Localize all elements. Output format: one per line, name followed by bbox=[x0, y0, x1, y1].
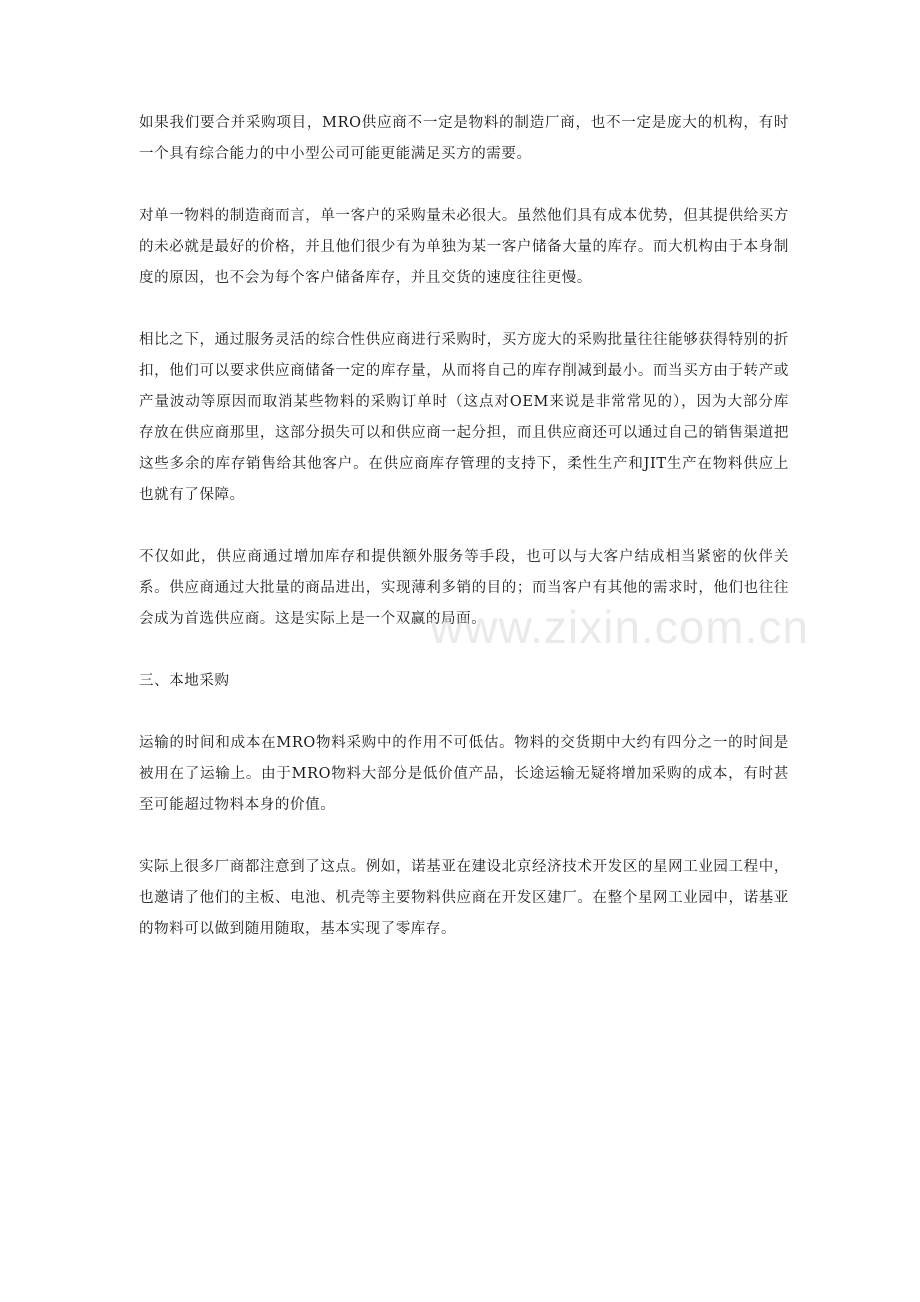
paragraph-merge-procurement: 如果我们要合并采购项目，MRO供应商不一定是物料的制造厂商，也不一定是庞大的机构，有时一个具有综合能力的中小型公司可能更能满足买方的需要。 bbox=[139, 115, 789, 162]
paragraph-nokia-example: 实际上很多厂商都注意到了这点。例如，诺基亚在建设北京经济技术开发区的星网工业园工程中，也邀请了他们的主板、电池、机壳等主要物料供应商在开发区建厂。在整个星网工业园中，诺基亚的物料可以做到随用随取，基本实现了零库存。 bbox=[139, 859, 789, 937]
paragraph-comprehensive-supplier: 相比之下，通过服务灵活的综合性供应商进行采购时，买方庞大的采购批量往往能够获得特别的折扣，他们可以要求供应商储备一定的库存量，从而将自己的库存削减到最小。而当买方由于转产或产量波动等原因而取消某些物料的采购订单时（这点对OEM来说是非常常见的），因为大部分库存放在供应商那里，这部分损失可以和供应商一起分担，而且供应商还可以通过自己的销售渠道把这些多余的库存销售给其他客户。在供应商库存管理的支持下，柔性生产和JIT生产在物料供应上也就有了保障。 bbox=[139, 332, 789, 503]
paragraph-partnership: 不仅如此，供应商通过增加库存和提供额外服务等手段，也可以与大客户结成相当紧密的伙伴关系。供应商通过大批量的商品进出，实现薄利多销的目的；而当客户有其他的需求时，他们也往往会成为首选供应商。这是实际上是一个双赢的局面。 bbox=[139, 549, 789, 627]
paragraph-single-manufacturer: 对单一物料的制造商而言，单一客户的采购量未必很大。虽然他们具有成本优势，但其提供给买方的未必就是最好的价格，并且他们很少有为单独为某一客户储备大量的库存。而大机构由于本身制度的原因，也不会为每个客户储备库存，并且交货的速度往往更慢。 bbox=[139, 208, 789, 286]
document-body bbox=[139, 108, 789, 976]
watermark: www.zixin.com.cn bbox=[430, 601, 809, 653]
section-heading-local-procurement: 三、本地采购 bbox=[139, 673, 230, 689]
paragraph-transport-cost: 运输的时间和成本在MRO物料采购中的作用不可低估。物料的交货期中大约有四分之一的时间是被用在了运输上。由于MRO物料大部分是低价值产品，长途运输无疑将增加采购的成本，有时甚至可能超过物料本身的价值。 bbox=[139, 735, 789, 813]
